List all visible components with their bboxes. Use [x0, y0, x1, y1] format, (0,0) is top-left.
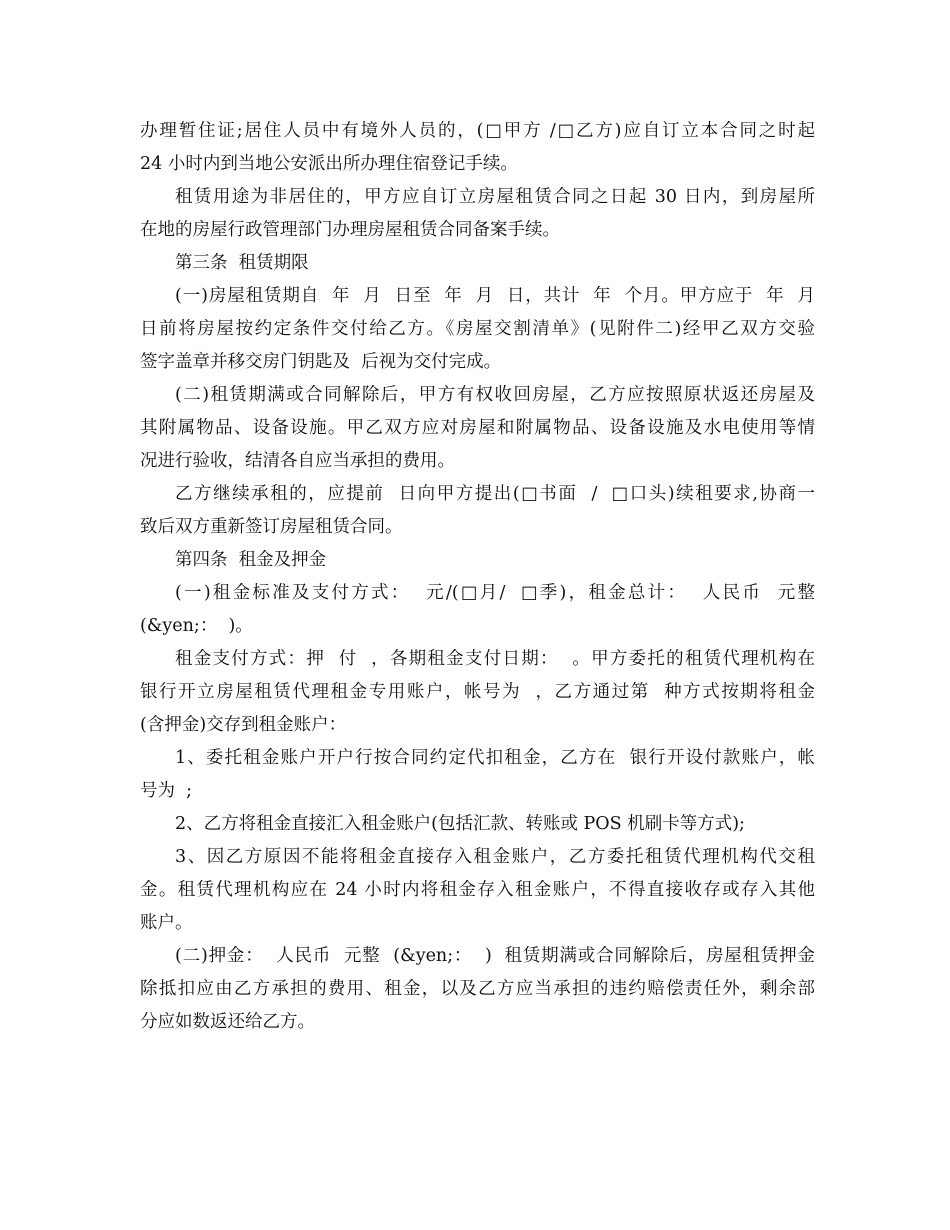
text-line: 乙方继续承租的，应提前 日向甲方提出(□书面 / □口头)续租要求,协商一	[175, 484, 815, 504]
text-line: 签字盖章并移交房门钥匙及 后视为交付完成。	[140, 352, 502, 372]
text-line: 银行开立房屋租赁代理租金专用账户，帐号为 ，乙方通过第 种方式按期将租金	[140, 682, 815, 702]
text-line: 况进行验收，结清各自应当承担的费用。	[140, 451, 455, 471]
text-line: (二)押金： 人民币 元整 (&yen;： ) 租赁期满或合同解除后，房屋租赁押金	[175, 946, 815, 966]
text-line: 租金支付方式：押 付 ，各期租金支付日期： 。甲方委托的租赁代理机构在	[175, 649, 815, 669]
text-line: (含押金)交存到租金账户：	[140, 715, 347, 735]
text-line: (二)租赁期满或合同解除后，甲方有权收回房屋，乙方应按照原状返还房屋及	[175, 385, 815, 405]
text-line: 分应如数返还给乙方。	[140, 1012, 315, 1032]
text-line: 办理暂住证;居住人员中有境外人员的，(□甲方 /□乙方)应自订立本合同之时起	[140, 121, 815, 141]
text-line: 第四条 租金及押金	[175, 550, 327, 570]
text-line: 2、乙方将租金直接汇入租金账户(包括汇款、转账或 POS 机刷卡等方式);	[175, 814, 745, 834]
text-line: (&yen;： )。	[140, 616, 253, 636]
text-line: 金。租赁代理机构应在 24 小时内将租金存入租金账户，不得直接收存或存入其他	[140, 880, 815, 900]
text-line: (一)租金标准及支付方式： 元/(□月/ □季)，租金总计： 人民币 元整	[175, 583, 815, 603]
text-line: (一)房屋租赁期自 年 月 日至 年 月 日，共计 年 个月。甲方应于 年 月	[175, 286, 815, 306]
text-line: 第三条 租赁期限	[175, 253, 309, 273]
text-line: 号为 ;	[140, 781, 193, 801]
text-line: 除抵扣应由乙方承担的费用、租金，以及乙方应当承担的违约赔偿责任外，剩余部	[140, 979, 815, 999]
text-line: 1、委托租金账户开户行按合同约定代扣租金，乙方在 银行开设付款账户，帐	[175, 748, 815, 768]
text-line: 3、因乙方原因不能将租金直接存入租金账户，乙方委托租赁代理机构代交租	[175, 847, 815, 867]
text-line: 在地的房屋行政管理部门办理房屋租赁合同备案手续。	[140, 220, 560, 240]
text-line: 其附属物品、设备设施。甲乙双方应对房屋和附属物品、设备设施及水电使用等情	[140, 418, 815, 438]
text-line: 账户。	[140, 913, 193, 933]
document-page	[140, 115, 815, 1039]
text-line: 日前将房屋按约定条件交付给乙方。《房屋交割清单》(见附件二)经甲乙双方交验	[140, 319, 815, 339]
text-line: 24 小时内到当地公安派出所办理住宿登记手续。	[140, 154, 518, 174]
text-line: 租赁用途为非居住的，甲方应自订立房屋租赁合同之日起 30 日内，到房屋所	[175, 187, 815, 207]
text-line: 致后双方重新签订房屋租赁合同。	[140, 517, 403, 537]
